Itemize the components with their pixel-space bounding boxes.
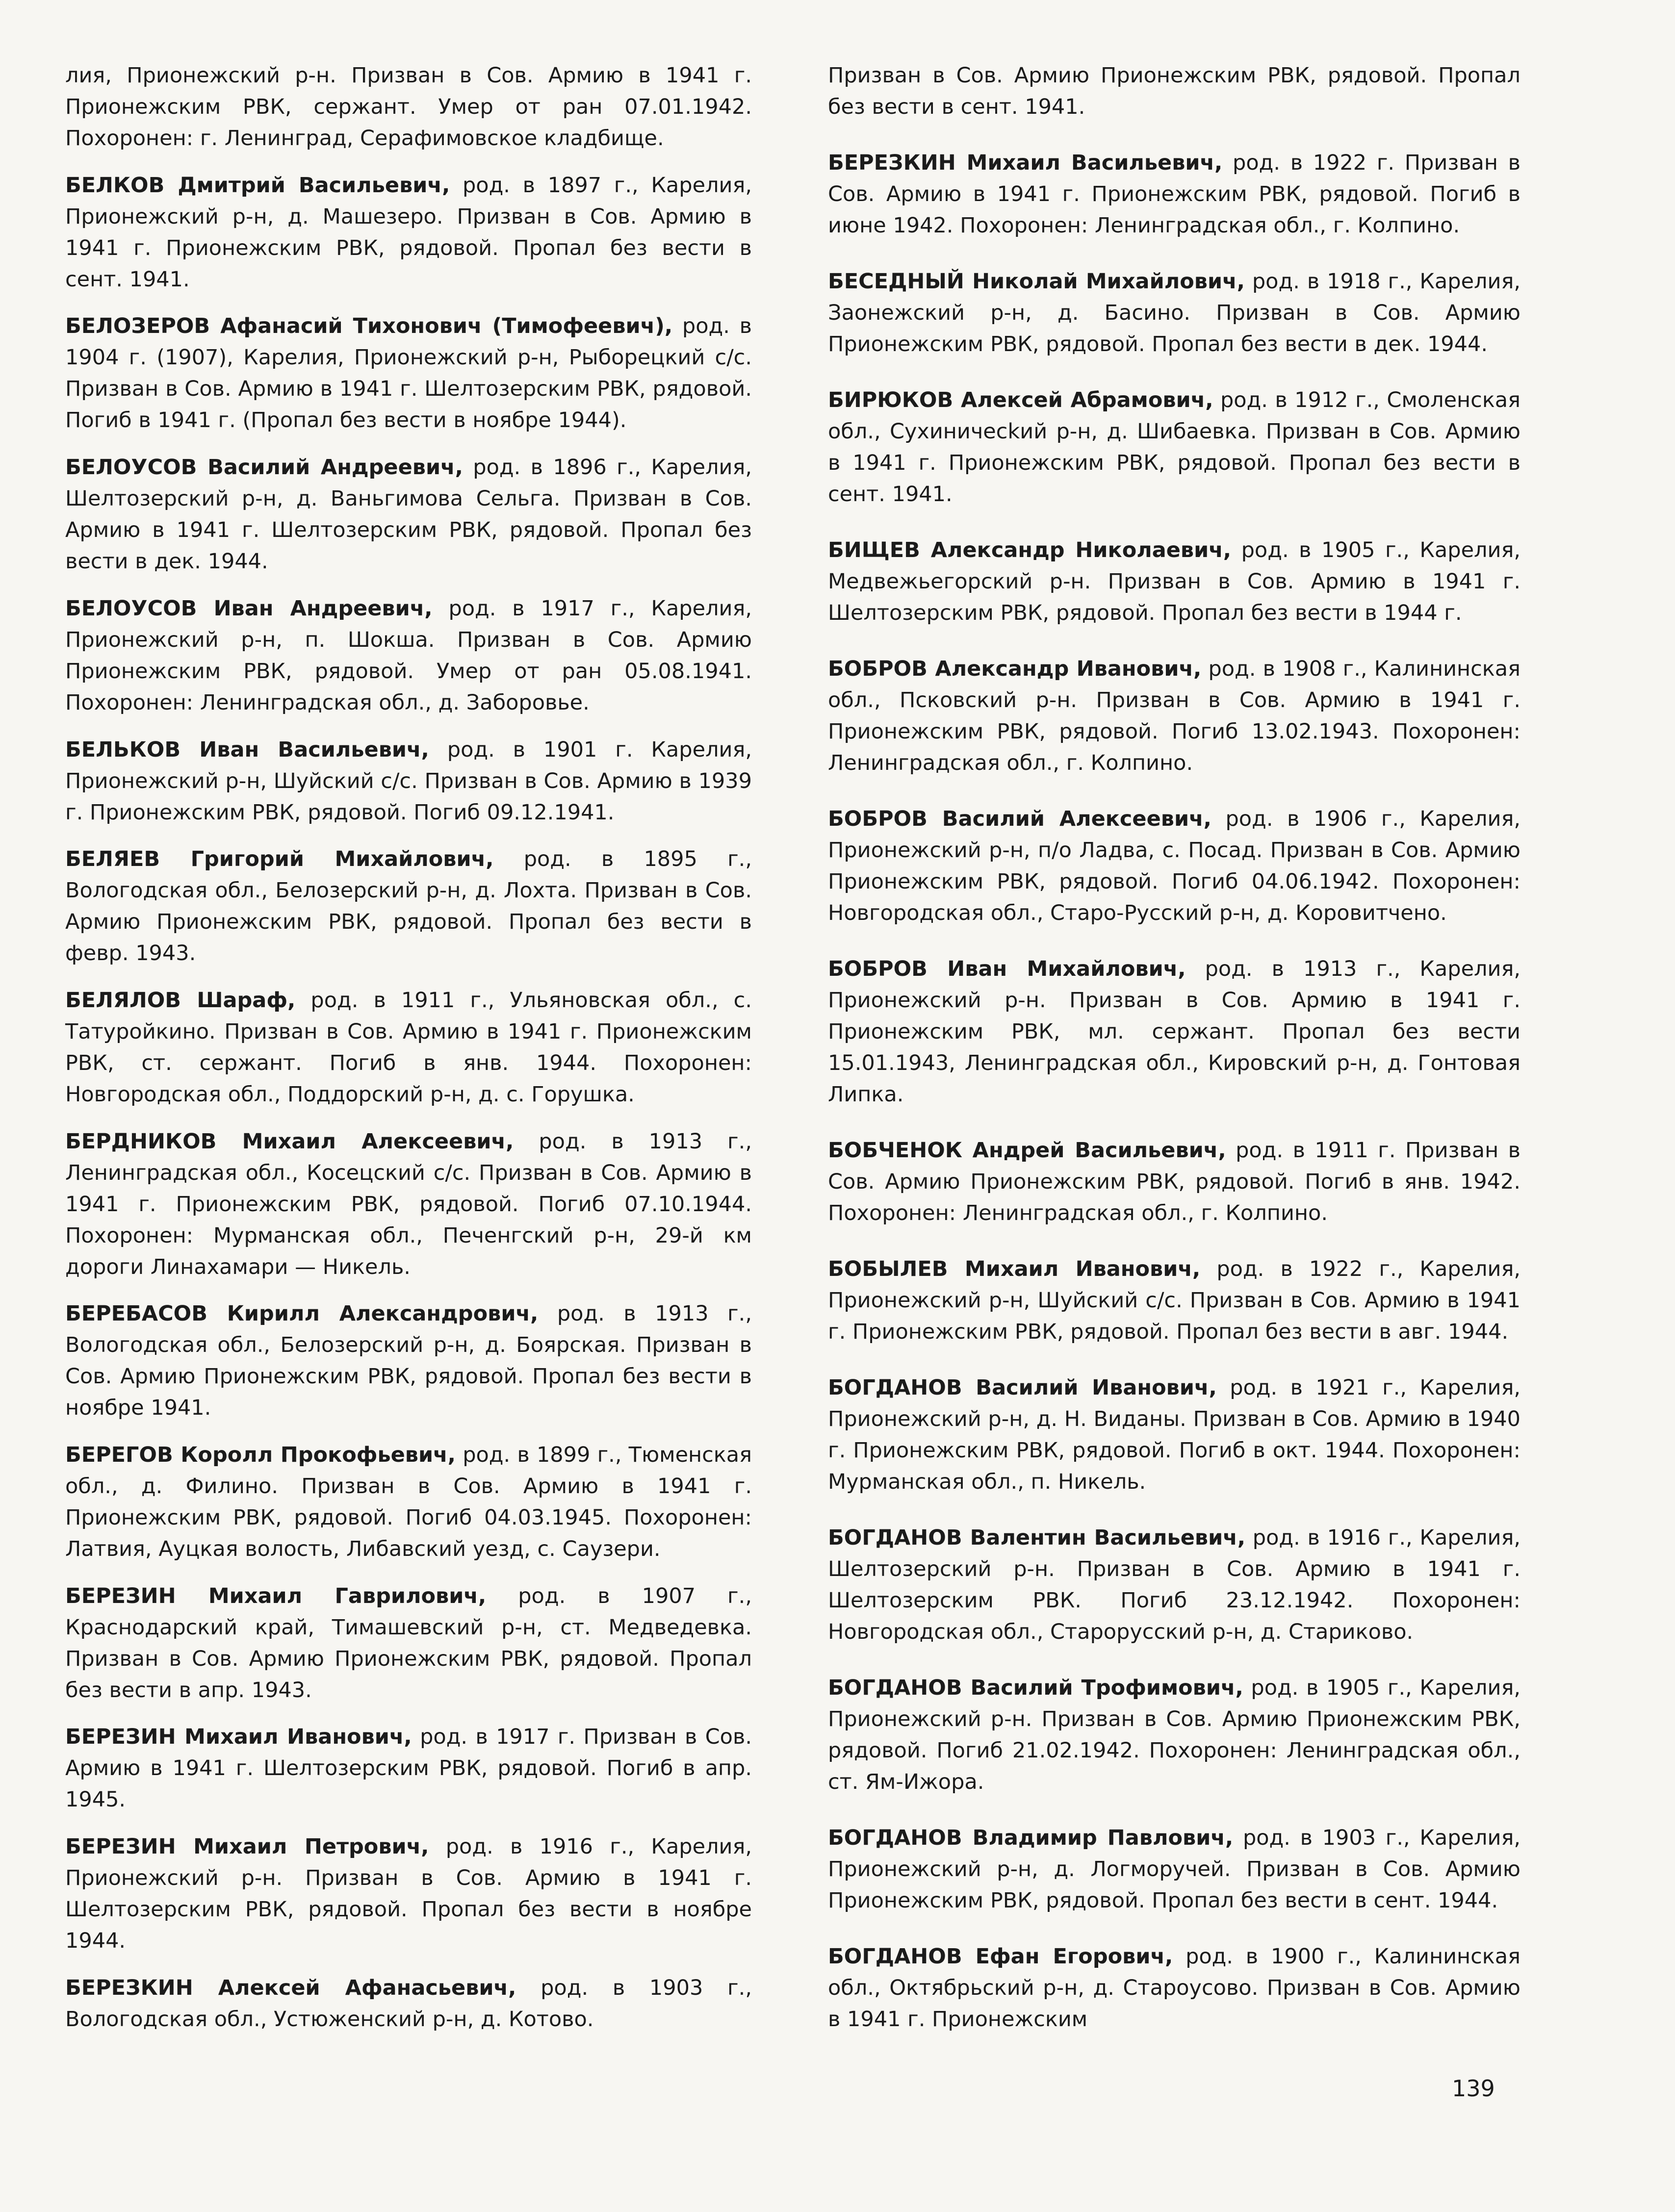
biography-entry [65, 1126, 752, 1283]
entry-text: род. в 1916 г., Карелия, Шелтозерский р-н. Призван в Сов. Армию в 1941 г. Шелтозерским РВК. Погиб 23.12.1942. Похоронен: Новгородская обл., Старорусский р-н, д. Стариково. [828, 1526, 1521, 1644]
biography-entry [828, 1822, 1520, 1916]
left-column [65, 60, 752, 2035]
entry-text: род. в 1921 г., Карелия, Прионежский р-н, д. Н. Виданы. Призван в Сов. Армию в 1940 г. Прионежским РВК, рядовой. Погиб в окт. 1944. Похоронен: Мурманская обл., п. Никель. [828, 1375, 1521, 1494]
biography-entry [65, 985, 752, 1110]
person-name: БЕРЕЗКИН Алексей Афанасьевич, [65, 1975, 516, 2000]
person-name: БИРЮКОВ Алексей Абрамович, [828, 388, 1213, 412]
person-name: БЕРЕЗИН Михаил Гаврилович, [65, 1583, 487, 1608]
entry-text: род. в 1899 г., Тюменская обл., д. Филино. Призван в Сов. Армию в 1941 г. Прионежским РВК, рядовой. Погиб 04.03.1945. Похоронен: Латвия, Ауцкая волость, Либавский уезд, с. Саузери. [65, 1443, 752, 1562]
biography-entry [65, 843, 752, 969]
entry-text: лия, Прионежский р-н. Призван в Сов. Армию в 1941 г. Прионежским РВК, сержант. Умер от ран 07.01.1942. Похоронен: г. Ленинград, Серафимовское кладбище. [65, 63, 752, 151]
biography-entry [828, 147, 1520, 241]
biography-entry [65, 734, 752, 828]
entry-text: род. в 1906 г., Карелия, Прионежский р-н, п/о Ладва, с. Посад. Призван в Сов. Армию Прионежским РВК, рядовой. Погиб 04.06.1942. Похоронен: Новгородская обл., Старо-Русский р-н, д. Коровитчено. [828, 807, 1521, 925]
biography-entry [65, 1298, 752, 1424]
biography-entry [65, 60, 752, 154]
entry-text: род. в 1900 г., Калининская обл., Октябрьский р-н, д. Староусово. Призван в Сов. Армию в 1941 г. Прионежским [828, 1944, 1520, 2032]
biography-entry [65, 310, 752, 436]
person-name: БЕРЕБАСОВ Кирилл Александрович, [65, 1301, 539, 1326]
biography-entry [65, 1831, 752, 1957]
biography-entry [65, 170, 752, 295]
entry-text: род. в 1905 г., Карелия, Медвежьегорский р-н. Призван в Сов. Армию в 1941 г. Шелтозерским РВК, рядовой. Пропал без вести в 1944 г. [828, 538, 1520, 625]
entry-text: род. в 1922 г., Карелия, Прионежский р-н, Шуйский с/с. Призван в Сов. Армию в 1941 г. Прионежским РВК, рядовой. Пропал без вести в авг. 1944. [828, 1257, 1521, 1344]
right-column [828, 60, 1520, 2035]
biography-entry [828, 384, 1520, 510]
person-name: БЕЛОУСОВ Иван Андреевич, [65, 596, 433, 621]
person-name: БЕРЕЗКИН Михаил Васильевич, [828, 151, 1223, 175]
biography-entry [828, 1372, 1520, 1498]
biography-entry [828, 953, 1520, 1110]
entry-text: род. в 1897 г., Карелия, Прионежский р-н, д. Машезеро. Призван в Сов. Армию в 1941 г. Прионежским РВК, рядовой. Пропал без вести в сент. 1941. [65, 173, 752, 292]
person-name: БЕЛЬКОВ Иван Васильевич, [65, 737, 429, 762]
entry-text: род. в 1917 г., Карелия, Прионежский р-н, п. Шокша. Призван в Сов. Армию Прионежским РВК, рядовой. Умер от ран 05.08.1941. Похоронен: Ленинградская обл., д. Заборовье. [65, 596, 752, 715]
person-name: БОБРОВ Александр Иванович, [828, 657, 1202, 681]
biography-entry [828, 653, 1520, 779]
entry-text: род. в 1913 г., Карелия, Прионежский р-н. Призван в Сов. Армию в 1941 г. Прионежским РВК, мл. сержант. Пропал без вести 15.01.1943, Ленинградская обл., Кировский р-н, д. Гонтовая Липка. [828, 957, 1520, 1107]
biography-entry [65, 1439, 752, 1565]
entry-text: род. в 1922 г. Призван в Сов. Армию в 1941 г. Прионежским РВК, рядовой. Погиб в июне 1942. Похоронен: Ленинградская обл., г. Колпино. [828, 151, 1520, 238]
person-name: БОГДАНОВ Валентин Васильевич, [828, 1526, 1246, 1550]
entry-text: род. в 1908 г., Калининская обл., Псковский р-н. Призван в Сов. Армию в 1941 г. Прионежским РВК, рядовой. Погиб 13.02.1943. Похоронен: Ленинградская обл., г. Колпино. [828, 657, 1520, 775]
person-name: БЕЛЯЕВ Григорий Михайлович, [65, 847, 494, 872]
entry-text: род. в 1913 г., Ленинградская обл., Косецский с/с. Призван в Сов. Армию в 1941 г. Прионежским РВК, рядовой. Погиб 07.10.1944. Похоронен: Мурманская обл., Печенгский р-н, 29-й км дороги Линахамари — Никель. [65, 1129, 752, 1279]
entry-text: род. в 1904 г. (1907), Карелия, Прионежский р-н, Рыборецкий с/с. Призван в Сов. Армию в 1941 г. Шелтозерским РВК, рядовой. Погиб в 1941 г. (Пропал без вести в ноябре 1944). [65, 314, 752, 433]
entry-text: род. в 1895 г., Вологодская обл., Белозерский р-н, д. Лохта. Призван в Сов. Армию Прионежским РВК, рядовой. Пропал без вести в февр. 1943. [65, 847, 752, 966]
entry-text: род. в 1907 г., Краснодарский край, Тимашевский р-н, ст. Медведевка. Призван в Сов. Армию Прионежским РВК, рядовой. Пропал без вести в апр. 1943. [65, 1583, 752, 1703]
entry-text: род. в 1896 г., Карелия, Шелтозерский р-н, д. Ваньгимова Сельга. Призван в Сов. Армию в 1941 г. Шелтозерским РВК, рядовой. Пропал без вести в дек. 1944. [65, 455, 752, 574]
biography-entry [828, 1135, 1520, 1229]
entry-text: род. в 1917 г. Призван в Сов. Армию в 1941 г. Шелтозерским РВК, рядовой. Погиб в апр. 1945. [65, 1725, 752, 1812]
entry-text: род. в 1901 г. Карелия, Прионежский р-н, Шуйский с/с. Призван в Сов. Армию в 1939 г. Прионежским РВК, рядовой. Погиб 09.12.1941. [65, 737, 752, 825]
entry-text: род. в 1916 г., Карелия, Прионежский р-н. Призван в Сов. Армию в 1941 г. Шелтозерским РВК, рядовой. Пропал без вести в ноябре 1944. [65, 1834, 752, 1954]
person-name: БОГДАНОВ Владимир Павлович, [828, 1826, 1234, 1850]
person-name: БОБРОВ Василий Алексеевич, [828, 807, 1211, 831]
person-name: БЕРЕГОВ Королл Прокофьевич, [65, 1443, 456, 1468]
person-name: БЕЛОУСОВ Василий Андреевич, [65, 455, 463, 480]
entry-text: род. в 1905 г., Карелия, Прионежский р-н. Призван в Сов. Армию Прионежским РВК, рядовой. Погиб 21.02.1942. Похоронен: Ленинградская обл., ст. Ям-Ижора. [828, 1676, 1520, 1794]
person-name: БЕЛКОВ Дмитрий Васильевич, [65, 173, 450, 198]
person-name: БЕЛЯЛОВ Шараф, [65, 988, 296, 1013]
person-name: БЕРЕЗИН Михаил Иванович, [65, 1725, 412, 1750]
entry-text: род. в 1913 г., Вологодская обл., Белозерский р-н, д. Боярская. Призван в Сов. Армию Прионежским РВК, рядовой. Пропал без вести в ноябре 1941. [65, 1301, 752, 1421]
entry-text: род. в 1912 г., Смоленская обл., Сухиничесkий р-н, д. Шибаевка. Призван в Сов. Армию в 1941 г. Прионежским РВК, рядовой. Пропал без вести в сент. 1941. [828, 388, 1521, 507]
person-name: БОГДАНОВ Василий Иванович, [828, 1375, 1217, 1400]
person-name: БОБЫЛЕВ Михаил Иванович, [828, 1257, 1201, 1281]
biography-entry [65, 452, 752, 577]
page-number: 139 [1452, 2075, 1495, 2102]
biography-entry [828, 60, 1520, 123]
person-name: БИЩЕВ Александр Николаевич, [828, 538, 1232, 562]
person-name: БЕРЕЗИН Михаил Петрович, [65, 1834, 429, 1859]
person-name: БЕСЕДНЫЙ Николай Михайлович, [828, 269, 1245, 294]
entry-text: род. в 1918 г., Карелия, Заонежский р-н, д. Басино. Призван в Сов. Армию Прионежским РВК, рядовой. Пропал без вести в дек. 1944. [828, 269, 1520, 356]
person-name: БЕЛОЗЕРОВ Афанасий Тихонович (Тимофеевич), [65, 314, 673, 339]
person-name: БЕРДНИКОВ Михаил Алексеевич, [65, 1129, 514, 1154]
biography-entry [828, 1941, 1520, 2035]
person-name: БОБРОВ Иван Михайлович, [828, 957, 1186, 981]
biography-entry [828, 1253, 1520, 1348]
biography-entry [828, 1672, 1520, 1798]
entry-text: Призван в Сов. Армию Прионежским РВК, рядовой. Пропал без вести в сент. 1941. [828, 63, 1520, 119]
biography-entry [828, 266, 1520, 360]
biography-entry [828, 534, 1520, 629]
person-name: БОГДАНОВ Ефан Егорович, [828, 1944, 1173, 1969]
biography-entry [65, 1972, 752, 2035]
person-name: БОБЧЕНОК Андрей Васильевич, [828, 1138, 1226, 1163]
entry-text: род. в 1911 г., Ульяновская обл., с. Татуройкино. Призван в Сов. Армию в 1941 г. Прионежским РВК, ст. сержант. Погиб в янв. 1944. Похоронен: Новгородская обл., Поддорский р-н, д. с. Горушка. [65, 988, 752, 1107]
entry-text: род. в 1911 г. Призван в Сов. Армию Прионежским РВК, рядовой. Погиб в янв. 1942. Похоронен: Ленинградская обл., г. Колпино. [828, 1138, 1520, 1225]
biography-entry [828, 803, 1520, 929]
biography-entry [828, 1522, 1520, 1648]
entry-text: род. в 1903 г., Карелия, Прионежский р-н, д. Логморучей. Призван в Сов. Армию Прионежским РВК, рядовой. Пропал без вести в сент. 1944. [828, 1826, 1520, 1913]
biography-entry [65, 1580, 752, 1706]
entry-text: род. в 1903 г., Вологодская обл., Устюженский р-н, д. Котово. [65, 1975, 752, 2032]
person-name: БОГДАНОВ Василий Трофимович, [828, 1676, 1243, 1700]
biography-entry [65, 593, 752, 718]
biography-entry [65, 1721, 752, 1815]
